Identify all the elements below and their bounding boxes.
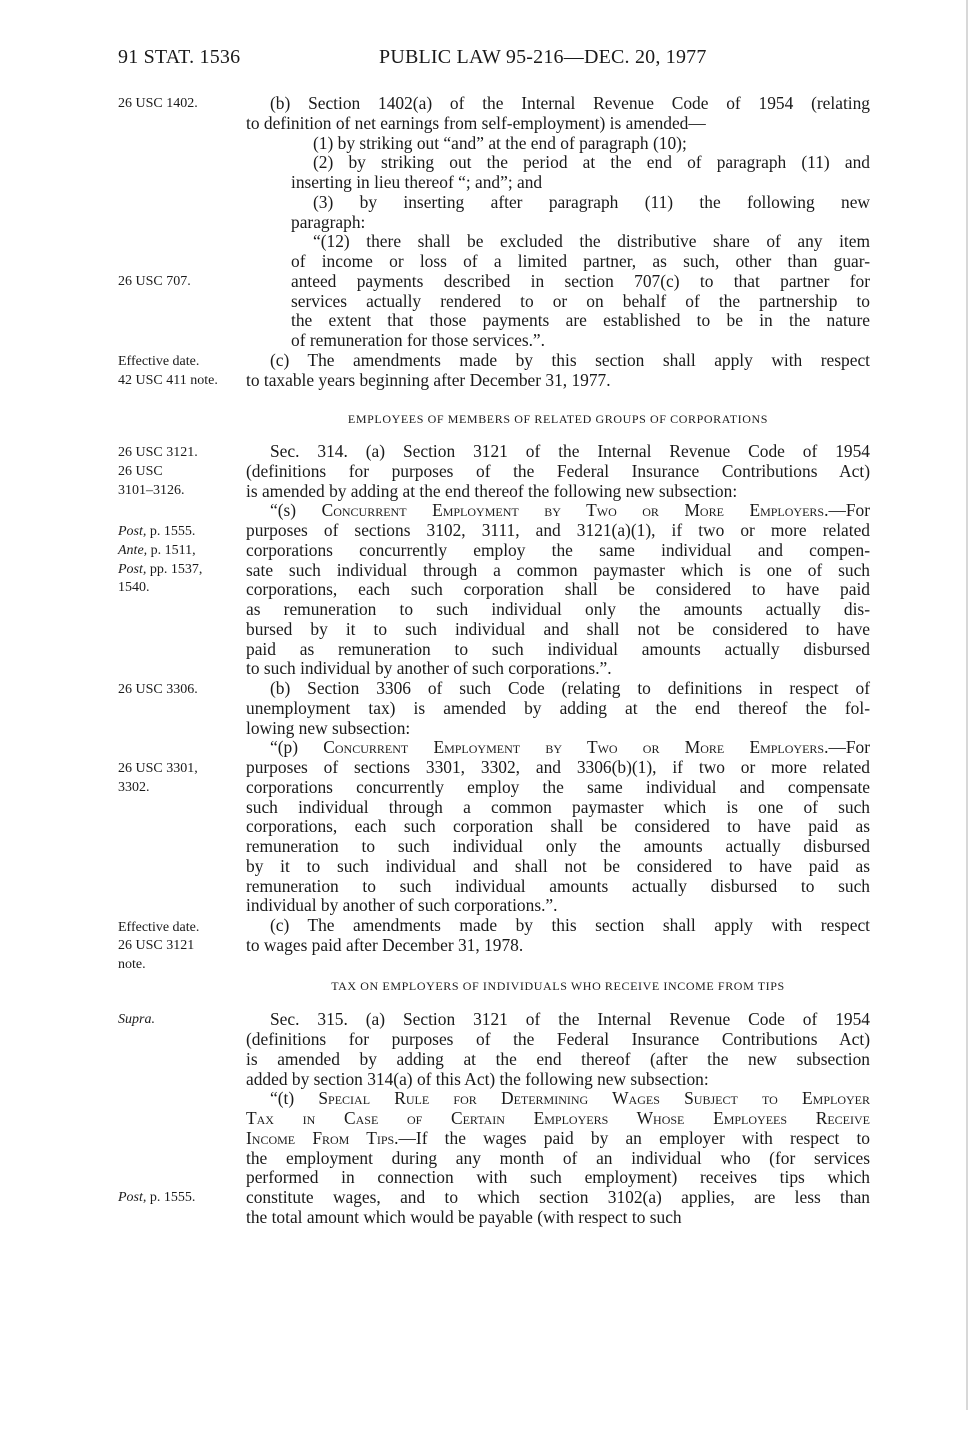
text-line: remuneration to such individual only the amounts actually disbursed xyxy=(246,836,870,856)
text-line: (3) by inserting after paragraph (11) the following new xyxy=(313,191,870,212)
margin-note: 26 USC 707. xyxy=(118,274,191,289)
margin-note: Effective date. xyxy=(118,920,200,935)
margin-note: note. xyxy=(118,957,146,972)
text-line: of remuneration for those services.”. xyxy=(291,330,545,350)
margin-note: 26 USC xyxy=(118,464,163,479)
text-segment: “(t) xyxy=(270,1088,319,1109)
subsection-t xyxy=(246,1089,870,1227)
text-line: by it to such individual and shall not be considered to have paid as xyxy=(246,855,870,876)
margin-note-italic: Ante, xyxy=(118,543,148,558)
text-line: corporations concurrently employ the same individual and compen- xyxy=(246,539,870,560)
margin-note xyxy=(118,561,202,579)
section-314-b xyxy=(246,679,870,738)
margin-note xyxy=(118,542,196,560)
text-line: purposes of sections 3102, 3111, and 3121(a)(1), if two or more related xyxy=(246,520,870,540)
margin-note-italic: Post, xyxy=(118,1190,147,1205)
text-line: (definitions for purposes of the Federal Insurance Contributions Act) xyxy=(246,1029,870,1049)
text-line: to taxable years beginning after December 31, 1977. xyxy=(246,369,611,390)
text-line: constitute wages, and to which section 3102(a) applies, are less than xyxy=(246,1187,870,1207)
section-313-b xyxy=(246,94,870,134)
text-line: (c) The amendments made by this section shall apply with respect xyxy=(270,915,870,935)
text-line: “(12) there shall be excluded the distributive share of any item xyxy=(313,231,870,252)
text-line: paragraph: xyxy=(291,211,366,232)
text-line: corporations, each such corporation shall be considered to have paid xyxy=(246,579,870,600)
margin-note: Effective date. xyxy=(118,354,200,369)
text-line: added by section 314(a) of this Act) the following new subsection: xyxy=(246,1068,709,1089)
text-line: unemployment tax) is amended by adding at the end thereof the fol- xyxy=(246,697,870,718)
text-line xyxy=(246,1129,870,1149)
subsection-s xyxy=(246,501,870,679)
running-title: PUBLIC LAW 95-216—DEC. 20, 1977 xyxy=(379,46,707,68)
margin-note: 3302. xyxy=(118,780,150,795)
text-line: anteed payments described in section 707(c) to that partner for xyxy=(291,270,870,291)
text-line: (c) The amendments made by this section shall apply with respect xyxy=(270,349,870,370)
text-segment: —If the wages paid by an employer with respect to xyxy=(398,1127,870,1148)
text-line: lowing new subsection: xyxy=(246,717,411,738)
text-line: to definition of net earnings from self-employment) is amended— xyxy=(246,112,706,133)
text-line: individual by another of such corporations.”. xyxy=(246,895,558,916)
page-edge xyxy=(966,0,968,1410)
item-1 xyxy=(291,134,870,154)
text-line xyxy=(246,1089,870,1109)
section-heading: EMPLOYEES OF MEMBERS OF RELATED GROUPS OF CORPORATIONS xyxy=(347,412,769,427)
section-315-a xyxy=(246,1010,870,1089)
margin-note-text: p. 1555. xyxy=(146,524,196,539)
text-line: (definitions for purposes of the Federal Insurance Contributions Act) xyxy=(246,460,870,481)
text-line: as remuneration to such individual only the amounts actually dis- xyxy=(246,599,870,619)
margin-note xyxy=(118,523,195,541)
text-line: sate such individual through a common paymaster which is one of such xyxy=(246,559,870,580)
small-caps-caption: Concurrent Employment by Two or More Employers. xyxy=(323,737,829,758)
text-line: paid as remuneration to such individual amounts actually disbursed xyxy=(246,638,870,659)
margin-note: 26 USC 3121 xyxy=(118,938,195,953)
margin-note: 26 USC 3301, xyxy=(118,761,198,776)
text-line: bursed by it to such individual and shall not be considered to have xyxy=(246,618,870,639)
small-caps-caption: Income From Tips. xyxy=(246,1127,399,1148)
section-314-a xyxy=(246,442,870,501)
text-line: the total amount which would be payable (with respect to such xyxy=(246,1206,682,1227)
text-line: purposes of sections 3301, 3302, and 3306(b)(1), if two or more related xyxy=(246,757,870,777)
text-line: performed in connection with such employment) receives tips which xyxy=(246,1167,870,1188)
margin-note-italic: Post, xyxy=(118,562,147,577)
quoted-paragraph-12 xyxy=(291,232,870,351)
item-2 xyxy=(291,153,870,193)
margin-note-text: p. 1555. xyxy=(146,1190,196,1205)
text-line: is amended by adding at the end thereof (after the new subsection xyxy=(246,1048,870,1069)
text-line: (b) Section 1402(a) of the Internal Revenue Code of 1954 (relating xyxy=(270,93,870,113)
margin-note: 26 USC 3306. xyxy=(118,682,198,697)
section-314-c xyxy=(246,916,870,956)
margin-note: 1540. xyxy=(118,580,150,595)
text-line xyxy=(246,738,870,758)
margin-note: 26 USC 3121. xyxy=(118,445,198,460)
text-line: the employment during any month of an individual who (for services xyxy=(246,1147,870,1168)
small-caps-caption: Tax in Case of Certain Employers Whose Employees Receive xyxy=(246,1108,870,1128)
small-caps-caption: Concurrent Employment by Two or More Employers. xyxy=(321,500,829,521)
body-text xyxy=(246,94,870,1228)
text-line xyxy=(246,501,870,521)
text-line: (b) Section 3306 of such Code (relating to definitions in respect of xyxy=(270,678,870,698)
text-line: corporations, each such corporation shall be considered to have paid as xyxy=(246,816,870,837)
margin-note-text: pp. 1537, xyxy=(146,562,203,577)
margin-note: 3101–3126. xyxy=(118,483,185,498)
text-line: services actually rendered to or on behalf of the partnership to xyxy=(291,290,870,311)
margin-note: 42 USC 411 note. xyxy=(118,373,218,388)
text-line: corporations concurrently employ the same individual and compensate xyxy=(246,776,870,797)
text-line: such individual through a common paymaster which is one of such xyxy=(246,796,870,817)
text-line: is amended by adding at the end thereof the following new subsection: xyxy=(246,480,738,501)
text-line: (1) by striking out “and” at the end of paragraph (10); xyxy=(313,132,687,153)
text-segment: —For xyxy=(828,500,871,521)
section-heading: TAX ON EMPLOYERS OF INDIVIDUALS WHO RECEIVE INCOME FROM TIPS xyxy=(331,978,785,993)
text-line: to wages paid after December 31, 1978. xyxy=(246,934,524,955)
text-line: (2) by striking out the period at the end of paragraph (11) and xyxy=(313,152,870,173)
text-line xyxy=(246,1109,870,1129)
margin-note: 26 USC 1402. xyxy=(118,96,198,111)
text-line: Sec. 314. (a) Section 3121 of the Internal Revenue Code of 1954 xyxy=(270,441,870,461)
item-3 xyxy=(291,193,870,233)
text-segment: —For xyxy=(828,737,870,758)
text-line: the extent that those payments are established to be in the nature xyxy=(291,310,870,331)
margin-note xyxy=(118,1011,155,1029)
margin-note-italic: Supra. xyxy=(118,1012,155,1027)
margin-note xyxy=(118,1189,195,1207)
text-segment: “(p) xyxy=(270,737,324,758)
text-segment: “(s) xyxy=(270,500,322,521)
small-caps-caption: Special Rule for Determining Wages Subject to Employer xyxy=(318,1088,870,1109)
section-313-c xyxy=(246,351,870,391)
margin-note-text: p. 1511, xyxy=(147,543,196,558)
text-line: Sec. 315. (a) Section 3121 of the Internal Revenue Code of 1954 xyxy=(270,1009,870,1030)
statute-page-number: 91 STAT. 1536 xyxy=(118,46,241,68)
subsection-p xyxy=(246,738,870,916)
text-line: of income or loss of a limited partner, as such, other than guar- xyxy=(291,251,870,271)
margin-note-italic: Post, xyxy=(118,524,147,539)
text-line: remuneration to such individual amounts actually disbursed to such xyxy=(246,875,870,896)
text-line: to such individual by another of such corporations.”. xyxy=(246,658,612,679)
text-line: inserting in lieu thereof “; and”; and xyxy=(291,172,543,192)
